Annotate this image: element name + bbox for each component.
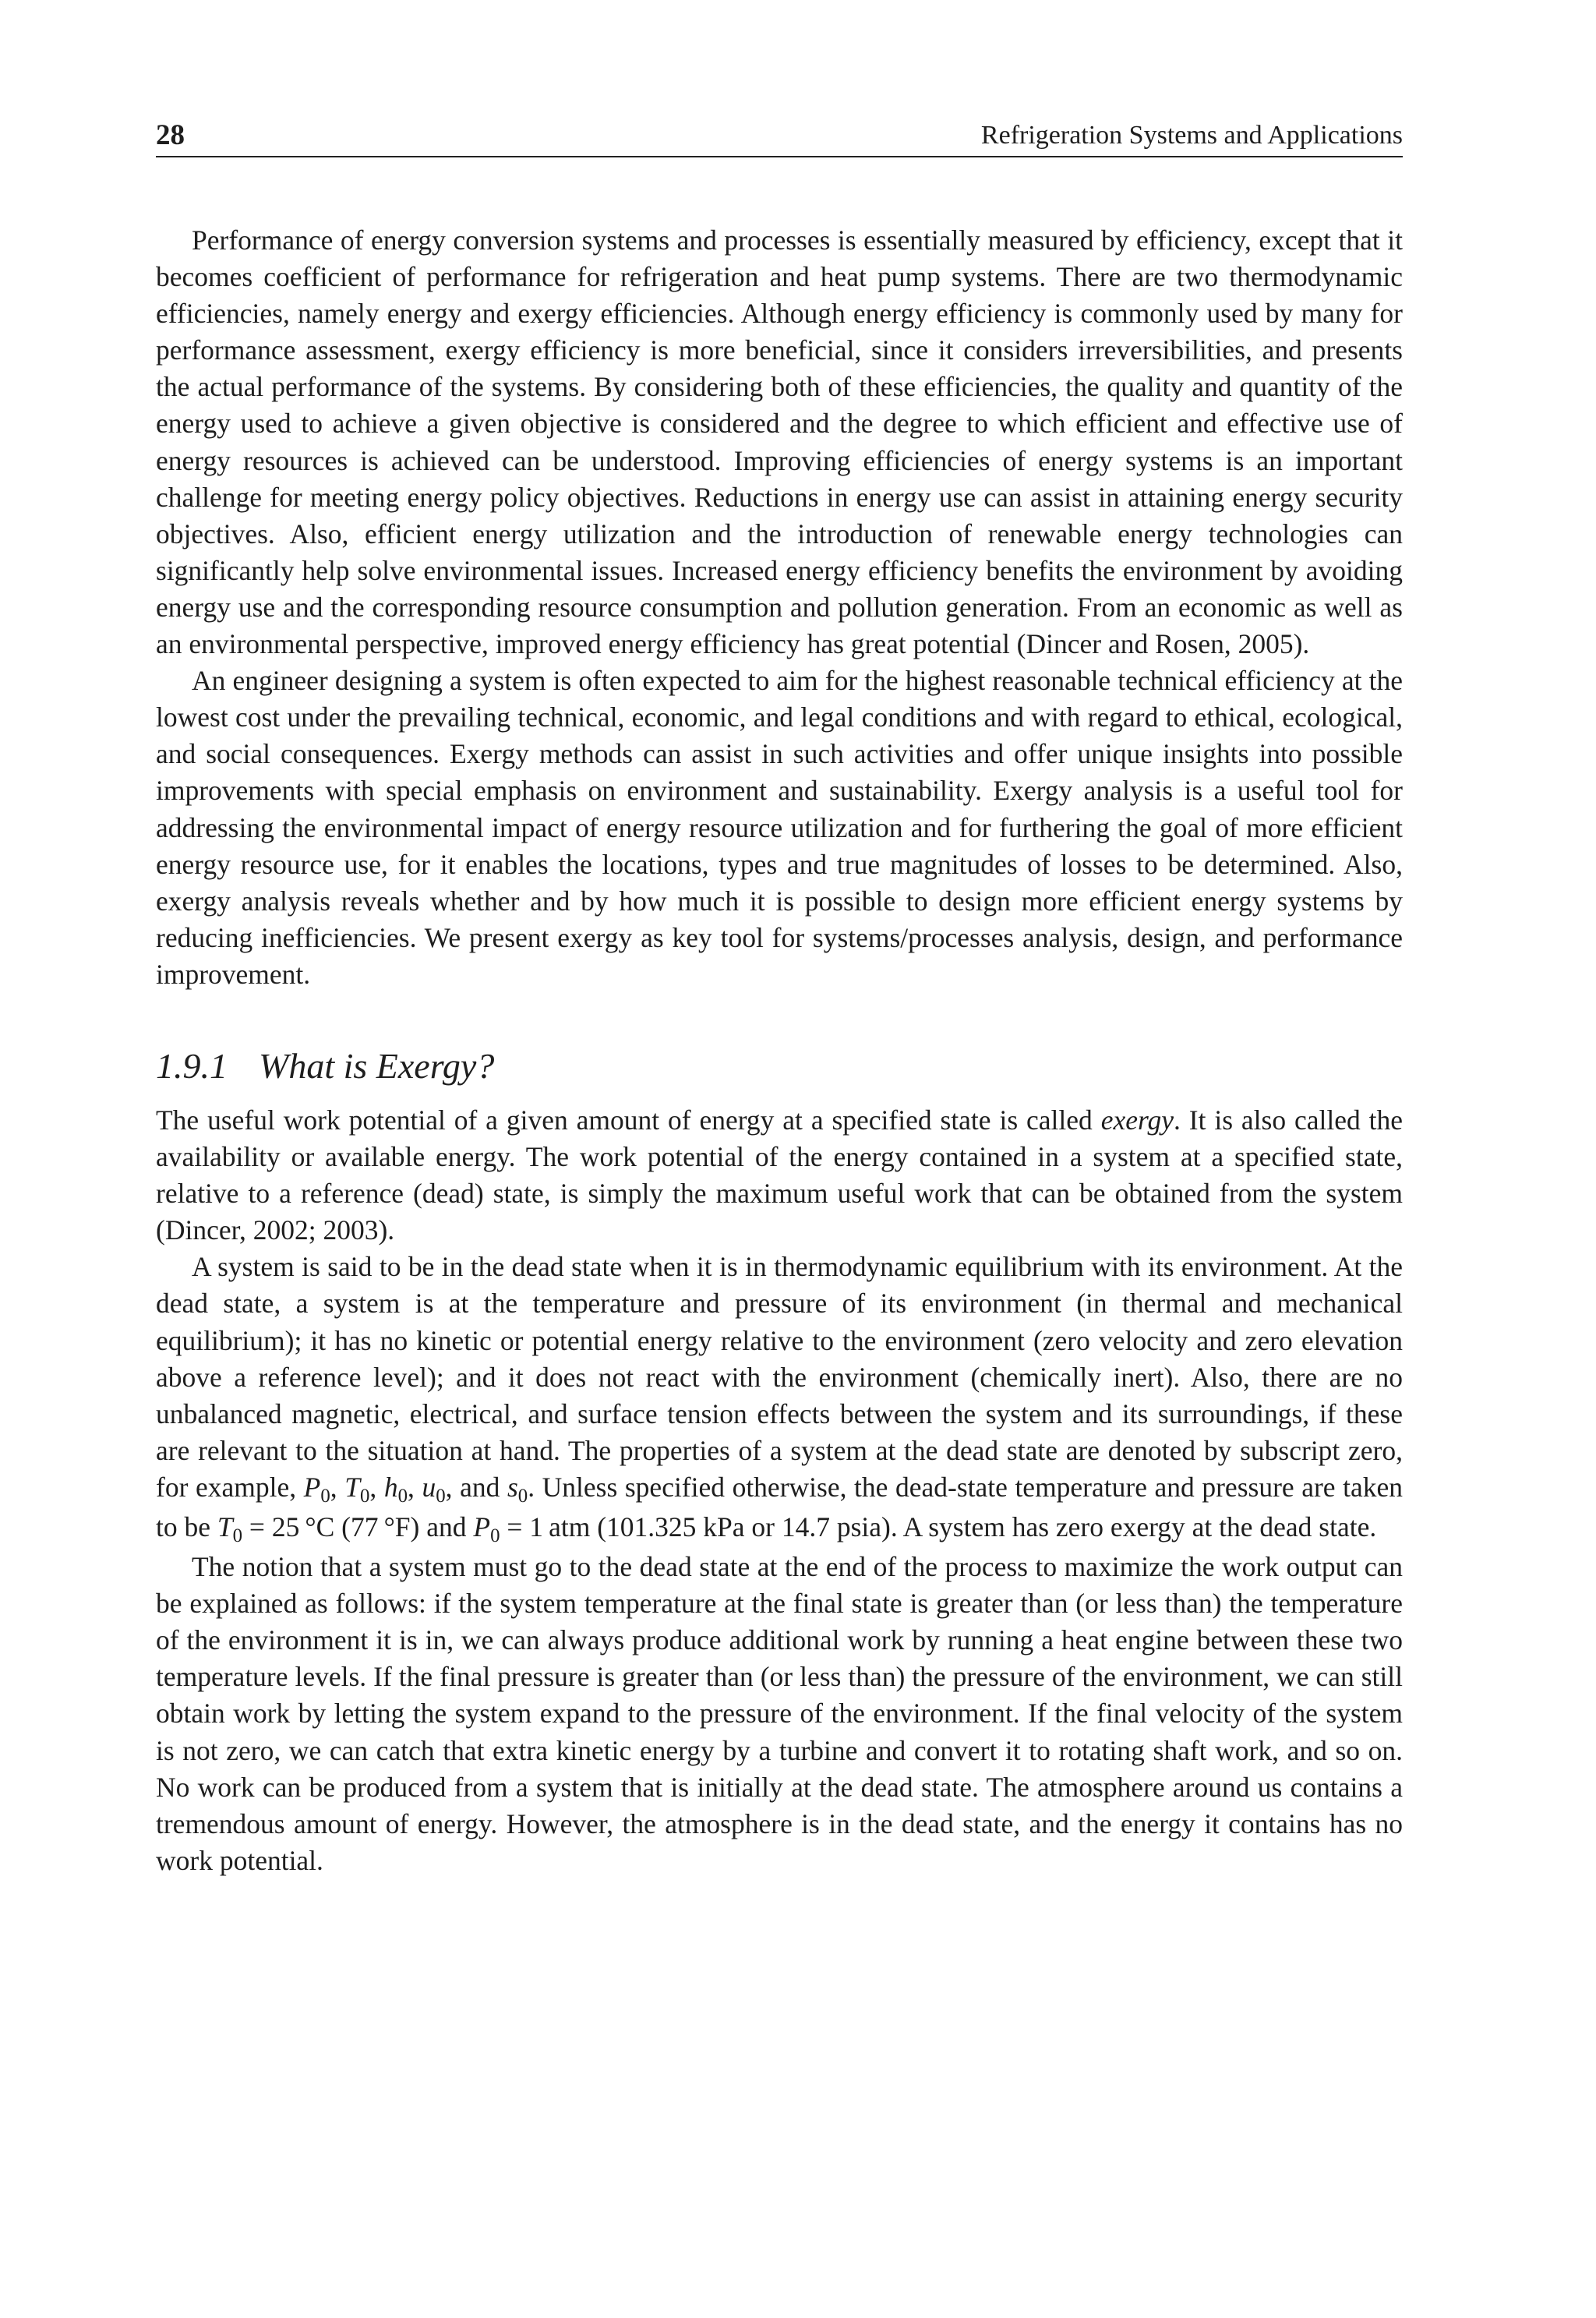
symbol-s: s bbox=[507, 1471, 518, 1503]
symbol-T: T bbox=[344, 1471, 360, 1503]
subscript-zero: 0 bbox=[232, 1525, 243, 1546]
paragraph-dead-state bbox=[156, 1249, 1403, 1549]
symbol-u: u bbox=[422, 1471, 436, 1503]
text-run: A system is said to be in the dead state when it is in thermodynamic equilibrium with its environment. At the dead state, a system is at the temperature and pressure of its environment (in thermal and mechanical equilibrium); it has no kinetic or potential energy relative to the environment (zero velocity and zero elevation above a reference level); and it does not react with the environment (chemically inert). Also, there are no unbalanced magnetic, electrical, and surface tension effects between the system and its surroundings, if these are relevant to the situation at hand. The properties of a system at the dead state are denoted by subscript zero, for example, bbox=[156, 1251, 1403, 1503]
text-run: . It is also called the availability or available energy. The work potential of the energy contained in a system at a specified state, relative to a reference (dead) state, is simply the maximum useful work that can be obtained from the system (Dincer, 2002; 2003). bbox=[156, 1104, 1403, 1246]
section-title: What is Exergy? bbox=[259, 1045, 495, 1086]
subscript-zero: 0 bbox=[359, 1485, 370, 1507]
symbol-P: P bbox=[303, 1471, 321, 1503]
text-run: , bbox=[330, 1471, 345, 1503]
body-text bbox=[156, 222, 1403, 1879]
text-run: , bbox=[369, 1471, 384, 1503]
running-header bbox=[156, 115, 1403, 157]
paragraph-exergy-definition bbox=[156, 1102, 1403, 1249]
text-run: = 1 atm (101.325 kPa or 14.7 psia). A system has zero exergy at the dead state. bbox=[500, 1511, 1377, 1542]
text-run: = 25 °C (77 °F) and bbox=[242, 1511, 474, 1542]
text-run: , and bbox=[445, 1471, 507, 1503]
text-run: . Unless specified otherwise, the dead-state temperature and pressure are taken to be bbox=[156, 1471, 1404, 1542]
paragraph-efficiency: Performance of energy conversion systems and processes is essentially measured by efficiency, except that it becomes coefficient of performance for refrigeration and heat pump systems. There are two thermodynamic efficiencies, namely energy and exergy efficiencies. Although energy efficiency is commonly used by many for performance assessment, exergy efficiency is more beneficial, since it considers irreversibilities, and presents the actual performance of the systems. By considering both of these efficiencies, the quality and quantity of the energy used to achieve a given objective is considered and the degree to which efficient and effective use of energy resources is achieved can be understood. Improving efficiencies of energy systems is an important challenge for meeting energy policy objectives. Reductions in energy use can assist in attaining energy security objectives. Also, efficient energy utilization and the introduction of renewable energy technologies can significantly help solve environmental issues. Increased energy efficiency benefits the environment by avoiding energy use and the corresponding resource consumption and pollution generation. From an economic as well as an environmental perspective, improved energy efficiency has great potential (Dincer and Rosen, 2005). bbox=[156, 224, 1403, 660]
text-run: The useful work potential of a given amount of energy at a specified state is called bbox=[156, 1104, 1101, 1136]
paragraph-work-output: The notion that a system must go to the dead state at the end of the process to maximize the work output can be explained as follows: if the system temperature at the final state is greater than (or less than) the temperature of the environment it is in, we can always produce additional work by running a heat engine between these two temperature levels. If the final pressure is greater than (or less than) the pressure of the environment, we can still obtain work by letting the system expand to the pressure of the environment. If the final velocity of the system is not zero, we can catch that extra kinetic energy by a turbine and convert it to rotating shaft work, and so on. No work can be produced from a system that is initially at the dead state. The atmosphere around us contains a tremendous amount of energy. However, the atmosphere is in the dead state, and the energy it contains has no work potential. bbox=[156, 1551, 1403, 1876]
subscript-zero: 0 bbox=[490, 1525, 500, 1546]
text-run: , bbox=[408, 1471, 422, 1503]
symbol-T: T bbox=[217, 1511, 233, 1542]
symbol-h: h bbox=[383, 1471, 398, 1503]
term-exergy: exergy bbox=[1100, 1104, 1174, 1136]
section-heading bbox=[156, 1043, 1403, 1090]
subscript-zero: 0 bbox=[397, 1485, 408, 1507]
paragraph-engineer-design: An engineer designing a system is often expected to aim for the highest reasonable technical efficiency at the lowest cost under the prevailing technical, economic, and legal conditions and with regard to ethical, ecological, and social consequences. Exergy methods can assist in such activities and offer unique insights into possible improvements with special emphasis on environment and sustainability. Exergy analysis is a useful tool for addressing the environmental impact of energy resource utilization and for furthering the goal of more efficient energy resource use, for it enables the locations, types and true magnitudes of losses to be determined. Also, exergy analysis reveals whether and by how much it is possible to design more efficient energy systems by reducing inefficiencies. We present exergy as key tool for systems/processes analysis, design, and performance improvement. bbox=[156, 665, 1403, 990]
page-number: 28 bbox=[156, 119, 185, 151]
subscript-zero: 0 bbox=[320, 1485, 330, 1507]
symbol-P: P bbox=[473, 1511, 491, 1542]
subscript-zero: 0 bbox=[436, 1485, 446, 1507]
subscript-zero: 0 bbox=[517, 1485, 528, 1507]
running-title: Refrigeration Systems and Applications bbox=[980, 121, 1403, 150]
section-number: 1.9.1 bbox=[156, 1045, 228, 1086]
